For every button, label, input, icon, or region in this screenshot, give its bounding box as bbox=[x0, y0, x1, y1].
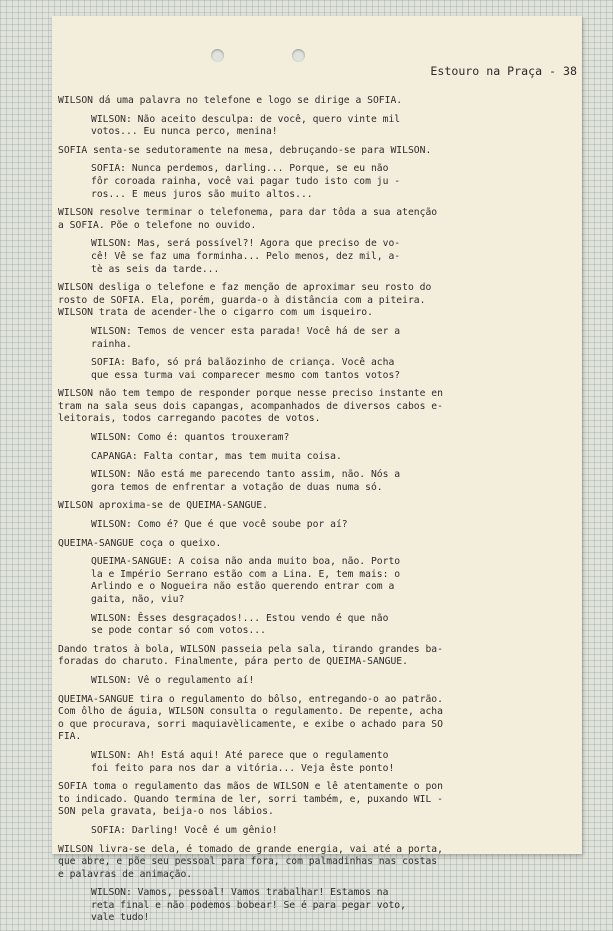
dialogue-line: WILSON: Não aceito desculpa: de você, quero vinte mil votos... Eu nunca perco, menina! bbox=[91, 113, 401, 138]
dialogue-line: SOFIA: Darling! Você é um gênio! bbox=[91, 824, 278, 836]
stage-direction: QUEIMA-SANGUE coça o queixo. bbox=[58, 537, 222, 549]
dialogue-line: CAPANGA: Falta contar, mas tem muita coisa. bbox=[91, 450, 342, 462]
dialogue-line: WILSON: Não está me parecendo tanto assim, não. Nós a gora temos de enfrentar a votação de duas numa só. bbox=[91, 469, 401, 493]
dialogue-line: WILSON: Vamos, pessoal! Vamos trabalhar! Estamos na reta final e não podemos bobear! Se é para pegar voto, vale tudo! bbox=[91, 887, 406, 924]
dialogue-line: WILSON: Vê o regulamento aí! bbox=[91, 674, 255, 686]
dialogue-line: WILSON: Como é: quantos trouxeram? bbox=[91, 432, 290, 444]
stage-direction: QUEIMA-SANGUE tira o regulamento do bôlso, entregando-o ao patrão. Com ôlho de águia, WILSON consulta o regulamento. De repente, acha o que procurava, sorri maquiavèlicamente, e exibe o achado para SO FIA. bbox=[58, 693, 443, 743]
page-header: Estouro na Praça - 38 bbox=[430, 64, 577, 78]
stage-direction: SOFIA senta-se sedutoramente na mesa, debruçando-se para WILSON. bbox=[58, 144, 432, 156]
punch-hole-left bbox=[211, 49, 224, 62]
dialogue-line: SOFIA: Nunca perdemos, darling... Porque, se eu não fôr coroada rainha, você vai pagar tudo isto com ju - ros... E meus juros são muito altos... bbox=[91, 163, 401, 200]
dialogue-line: WILSON: Como é? Que é que você soube por aí? bbox=[91, 519, 348, 531]
stage-direction: Dando tratos à bola, WILSON passeia pela sala, tirando grandes ba- foradas do charuto. Finalmente, pára perto de QUEIMA-SANGUE. bbox=[58, 643, 443, 668]
stage-direction: WILSON não tem tempo de responder porque nesse preciso instante en tram na sala seus dois capangas, acompanhados de diversos cabos e- leitorais, todos carregando pacotes de votos. bbox=[58, 388, 443, 425]
script-body bbox=[58, 95, 554, 931]
dialogue-line: QUEIMA-SANGUE: A coisa não anda muito boa, não. Porto la e Império Serrano estão com a Lina. E, tem mais: o Arlindo e o Nogueira não estão querendo entrar com a gaita, não, viu? bbox=[91, 556, 401, 605]
stage-direction: WILSON desliga o telefone e faz menção de aproximar seu rosto do rosto de SOFIA. Ela, porém, guarda-o à distância com a piteira. WILSON trata de acender-lhe o cigarro com um isqueiro. bbox=[58, 282, 432, 319]
stage-direction: WILSON livra-se dela, é tomado de grande energia, vai até a porta, que abre, e põe seu pessoal para fora, com palmadinhas nas costas e palavras de animação. bbox=[58, 843, 443, 880]
dialogue-line: SOFIA: Bafo, só prá balãozinho de criança. Você acha que essa turma vai comparecer mesmo com tantos votos? bbox=[91, 357, 401, 381]
stage-direction: WILSON aproxima-se de QUEIMA-SANGUE. bbox=[58, 500, 268, 512]
dialogue-line: WILSON: Mas, será possível?! Agora que preciso de vo- cê! Vê se faz uma forminha... Pelo menos, dez mil, a- tè as seis da tarde... bbox=[91, 238, 401, 275]
stage-direction: WILSON dá uma palavra no telefone e logo se dirige a SOFIA. bbox=[58, 95, 403, 106]
dialogue-line: WILSON: Ah! Está aqui! Até parece que o regulamento foi feito para nos dar a vitória... Veja êste ponto! bbox=[91, 749, 395, 774]
punch-hole-right bbox=[292, 49, 305, 62]
stage-direction: WILSON resolve terminar o telefonema, para dar tôda a sua atenção a SOFIA. Põe o telefone no ouvido. bbox=[58, 207, 438, 231]
stage-direction: SOFIA toma o regulamento das mãos de WILSON e lê atentamente o pon to indicado. Quando termina de ler, sorri também, e, puxando WIL - SON pela gravata, beija-o nos lábios. bbox=[58, 781, 443, 818]
dialogue-line: WILSON: Êsses desgraçados!... Estou vendo é que não se pode contar só com votos... bbox=[91, 612, 389, 637]
dialogue-line: WILSON: Temos de vencer esta parada! Você há de ser a rainha. bbox=[91, 325, 401, 350]
